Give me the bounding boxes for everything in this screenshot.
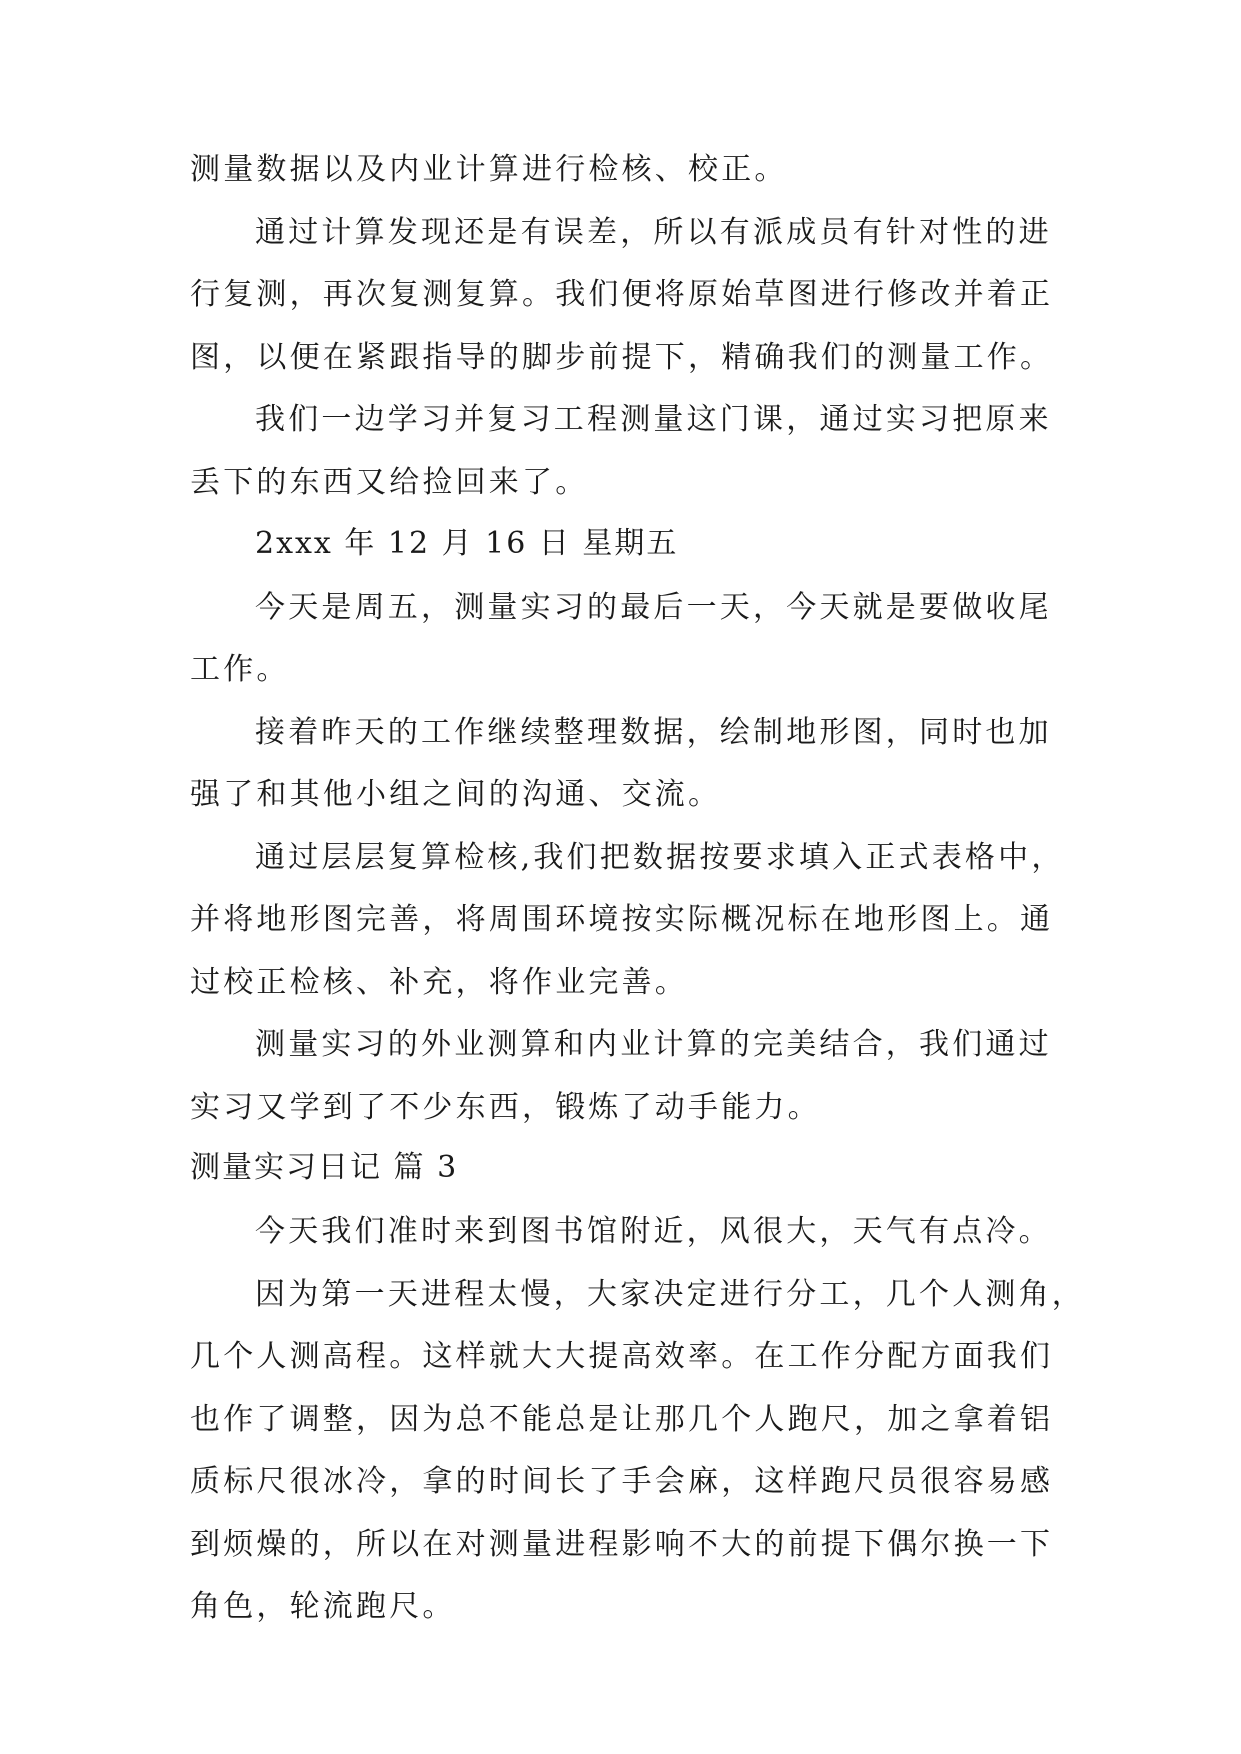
text-line: 几个人测高程。这样就大大提高效率。在工作分配方面我们: [190, 1339, 1054, 1374]
paragraph-start: 今天我们准时来到图书馆附近，风很大，天气有点冷。: [255, 1214, 1052, 1249]
section-title: 测量实习日记 篇 3: [190, 1150, 459, 1185]
text-line: 测量数据以及内业计算进行检核、校正。: [190, 152, 788, 187]
paragraph-start: 通过层层复算检核,我们把数据按要求填入正式表格中，: [255, 840, 1065, 875]
paragraph-start: 今天是周五，测量实习的最后一天，今天就是要做收尾: [255, 590, 1052, 625]
text-line: 质标尺很冰冷，拿的时间长了手会麻，这样跑尺员很容易感: [190, 1464, 1054, 1499]
text-line: 到烦燥的，所以在对测量进程影响不大的前提下偶尔换一下: [190, 1527, 1054, 1562]
text-line: 强了和其他小组之间的沟通、交流。: [190, 777, 722, 812]
text-line: 工作。: [190, 652, 290, 687]
text-line: 图，以便在紧跟指导的脚步前提下，精确我们的测量工作。: [190, 340, 1054, 375]
paragraph-start: 测量实习的外业测算和内业计算的完美结合，我们通过: [255, 1027, 1052, 1062]
text-line: 并将地形图完善，将周围环境按实际概况标在地形图上。通: [190, 902, 1054, 937]
date-heading: 2xxx 年 12 月 16 日 星期五: [255, 526, 679, 561]
text-line: 也作了调整，因为总不能总是让那几个人跑尺，加之拿着铝: [190, 1402, 1054, 1437]
paragraph-start: 因为第一天进程太慢，大家决定进行分工，几个人测角，: [255, 1277, 1085, 1312]
text-line: 角色，轮流跑尺。: [190, 1589, 456, 1624]
text-line: 实习又学到了不少东西，锻炼了动手能力。: [190, 1090, 821, 1125]
text-line: 行复测，再次复测复算。我们便将原始草图进行修改并着正: [190, 277, 1054, 312]
paragraph-start: 通过计算发现还是有误差，所以有派成员有针对性的进: [255, 215, 1052, 250]
text-line: 过校正检核、补充，将作业完善。: [190, 965, 688, 1000]
paragraph-start: 我们一边学习并复习工程测量这门课，通过实习把原来: [255, 402, 1052, 437]
text-line: 丢下的东西又给捡回来了。: [190, 465, 589, 500]
paragraph-start: 接着昨天的工作继续整理数据，绘制地形图，同时也加: [255, 715, 1052, 750]
